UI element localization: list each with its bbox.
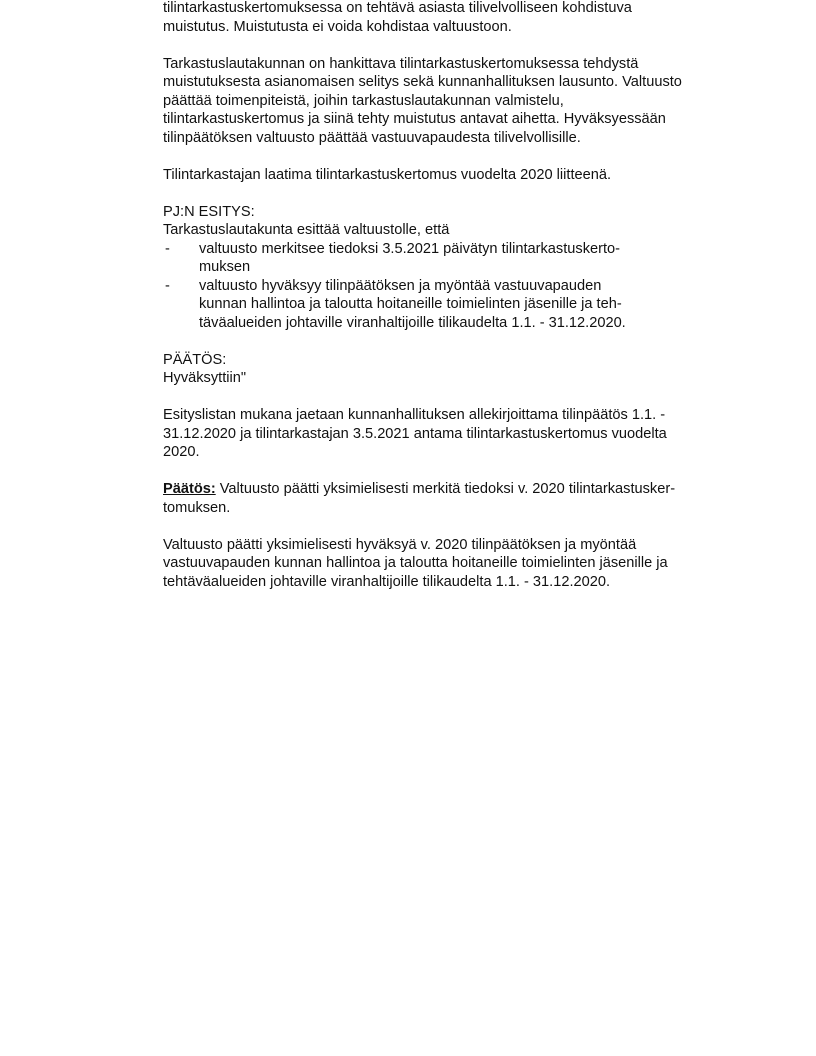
text-line: täväalueiden johtaville viranhaltijoille tilikaudelta 1.1. - 31.12.2020. [199, 314, 626, 331]
paragraph-audit-committee [163, 55, 763, 148]
paragraph-discharge [163, 536, 763, 592]
bullet-dash: - [165, 277, 170, 294]
decision-section [163, 480, 763, 517]
text-line: Tarkastuslautakunnan on hankittava tilintarkastuskertomuksessa tehdystä [163, 55, 639, 72]
text-line: Valtuusto päätti yksimielisesti hyväksyä v. 2020 tilinpäätöksen ja myöntää [163, 536, 637, 553]
paragraph-attachment: Tilintarkastajan laatima tilintarkastuskertomus vuodelta 2020 liitteenä. [163, 166, 612, 183]
document-page [163, 0, 763, 591]
text-line: muistutuksesta asianomaisen selitys sekä kunnanhallituksen lausunto. Valtuusto [163, 74, 682, 90]
proposal-item [163, 240, 763, 277]
decision-quote-heading: PÄÄTÖS: [163, 351, 227, 368]
decision-label: Päätös: [163, 481, 216, 497]
text-line: 2020. [163, 444, 200, 460]
text-line: 31.12.2020 ja tilintarkastajan 3.5.2021 antama tilintarkastuskertomus vuodelta [163, 425, 667, 442]
proposal-item [163, 277, 763, 333]
text-line: vastuuvapauden kunnan hallintoa ja taloutta hoitaneille toimielinten jäsenille ja [163, 555, 668, 571]
text-line: kunnan hallintoa ja taloutta hoitaneille toimielinten jäsenille ja teh- [199, 296, 622, 312]
proposal-heading: PJ:N ESITYS: [163, 203, 255, 220]
text-line: muistutus. Muistutusta ei voida kohdistaa valtuustoon. [163, 18, 512, 35]
paragraph-reminder [163, 0, 763, 36]
proposal-intro: Tarkastuslautakunta esittää valtuustolle, että [163, 222, 450, 238]
decision-text-continued: tomuksen. [163, 499, 231, 516]
proposal-section [163, 203, 763, 333]
text-line: päättää toimenpiteistä, joihin tarkastuslautakunnan valmistelu, [163, 92, 564, 109]
text-line: tehtäväalueiden johtaville viranhaltijoille tilikaudelta 1.1. - 31.12.2020. [163, 573, 611, 590]
paragraph-agenda [163, 406, 763, 462]
bullet-dash: - [165, 240, 170, 257]
text-line: Esityslistan mukana jaetaan kunnanhallituksen allekirjoittama tilinpäätös 1.1. - [163, 407, 666, 423]
text-line: valtuusto hyväksyy tilinpäätöksen ja myöntää vastuuvapauden [199, 277, 602, 294]
text-line: valtuusto merkitsee tiedoksi 3.5.2021 päivätyn tilintarkastuskerto- [199, 240, 620, 257]
text-line: muksen [199, 259, 251, 275]
text-line: tilintarkastuskertomus ja siinä tehty muistutus antavat aihetta. Hyväksyessään [163, 111, 666, 127]
text-line: tilintarkastuskertomuksessa on tehtävä asiasta tilivelvolliseen kohdistuva [163, 0, 632, 16]
decision-quote-text: Hyväksyttiin" [163, 370, 247, 386]
decision-text: Valtuusto päätti yksimielisesti merkitä tiedoksi v. 2020 tilintarkastusker- [215, 481, 676, 497]
text-line: tilinpäätöksen valtuusto päättää vastuuvapaudesta tilivelvollisille. [163, 129, 581, 146]
